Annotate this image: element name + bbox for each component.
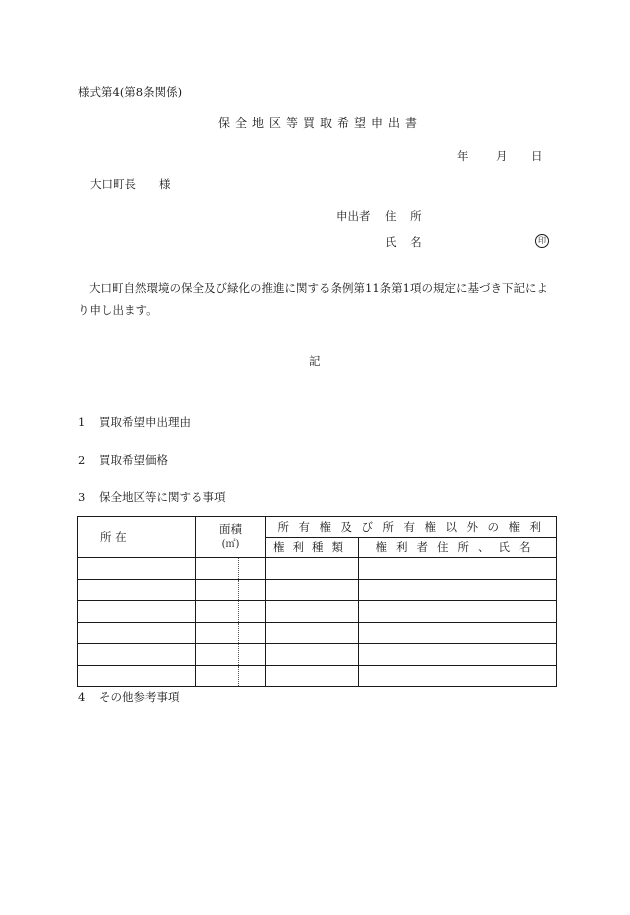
table-row [78,558,557,580]
item-text: 買取希望価格 [98,453,168,467]
table-row [78,622,557,644]
right-type-cell[interactable] [266,644,359,666]
item-4 [78,691,179,705]
addressee-honorific: 様 [159,177,171,191]
right-type-cell[interactable] [266,558,359,580]
seal-mark: 印 [535,234,549,248]
application-statement: 大口町自然環境の保全及び緑化の推進に関する条例第11条第1項の規定に基づき下記により申し出ます。 [78,281,548,317]
holder-cell[interactable] [359,622,557,644]
area-unit-label: (㎡) [221,539,240,550]
right-type-cell[interactable] [266,665,359,687]
area-cell[interactable] [196,579,266,601]
table-row [78,644,557,666]
applicant-label: 申出者 [336,209,371,223]
table-row [78,601,557,623]
area-cell[interactable] [196,601,266,623]
holder-cell[interactable] [359,665,557,687]
table-row [78,579,557,601]
date-year-label: 年 [457,149,469,163]
area-cell[interactable] [196,622,266,644]
location-header: 所 在 [78,517,196,558]
item-text: 買取希望申出理由 [98,415,191,429]
area-header [196,517,266,558]
holder-cell[interactable] [359,601,557,623]
item-text: 保全地区等に関する事項 [98,490,226,504]
document-title: 保全地区等買取希望申出書 [218,116,423,130]
location-cell[interactable] [78,558,196,580]
holder-cell[interactable] [359,579,557,601]
area-header-label: 面積 [219,522,242,536]
area-cell[interactable] [196,644,266,666]
item-number: 3 [78,490,86,504]
item-number: 1 [78,415,86,429]
item-number: 4 [78,690,86,704]
date-day-label: 日 [531,149,543,163]
item-number: 2 [78,453,86,467]
holder-cell[interactable] [359,644,557,666]
conservation-area-table [77,516,557,687]
location-cell[interactable] [78,579,196,601]
rights-header: 所有権及び所有権以外の権利 [266,517,557,538]
area-cell[interactable] [196,558,266,580]
holder-header: 権利者住所、氏名 [359,537,557,558]
table-row [78,665,557,687]
area-cell[interactable] [196,665,266,687]
holder-cell[interactable] [359,558,557,580]
right-type-cell[interactable] [266,579,359,601]
location-cell[interactable] [78,601,196,623]
right-type-header: 権利種類 [266,537,359,558]
date-month-label: 月 [496,149,508,163]
right-type-cell[interactable] [266,601,359,623]
item-3 [78,491,225,505]
item-text: その他参考事項 [98,690,180,704]
location-cell[interactable] [78,644,196,666]
form-number: 様式第4(第8条関係) [78,85,183,99]
location-cell[interactable] [78,622,196,644]
location-cell[interactable] [78,665,196,687]
item-1 [78,416,191,430]
header-row-1 [78,517,557,538]
addressee: 大口町長 [90,177,136,191]
ki-heading: 記 [309,354,321,368]
name-label: 氏 名 [385,235,427,249]
right-type-cell[interactable] [266,622,359,644]
item-2 [78,454,168,468]
address-label: 住 所 [385,209,427,223]
